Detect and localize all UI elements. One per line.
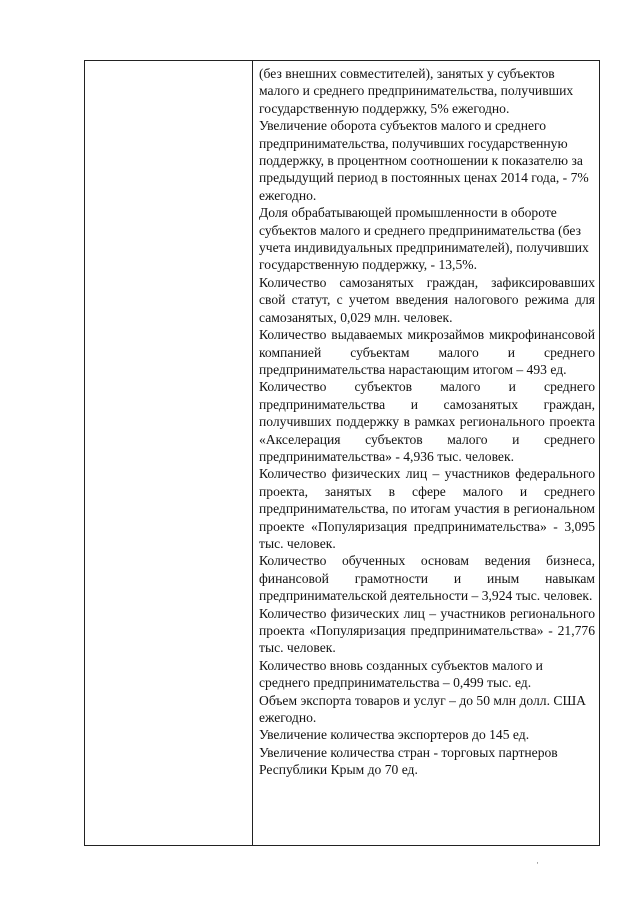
paragraph-employees-support: (без внешних совместителей), занятых у субъектов малого и среднего предпринимательства, получивших государственную поддержку, 5% ежегодно. — [259, 66, 574, 116]
paragraph-new-entities: Количество вновь созданных субъектов малого и среднего предпринимательства – 0,499 тыс. ед. — [259, 657, 543, 691]
table-left-cell — [85, 61, 253, 845]
paragraph-microloans: Количество выдаваемых микрозаймов микрофинансовой компанией субъектам малого и среднего предпринимательства нарастающим итогом – 493 ед. — [259, 327, 595, 377]
paragraph-trained: Количество обученных основам ведения бизнеса, финансовой грамотности и иным навыкам предпринимательской деятельности – 3,924 тыс. человек. — [259, 553, 595, 604]
paragraph-acceleration: Количество субъектов малого и среднего предпринимательства и самозанятых граждан, получивших поддержку в рамках регионального проекта «Акселерация субъектов малого и среднего предпринимательства» - 4,936 тыс. человек. — [259, 379, 595, 464]
paragraph-exporters: Увеличение количества экспортеров до 145 ед. — [259, 727, 530, 743]
paragraph-trade-partners: Увеличение количества стран - торговых партнеров Республики Крым до 70 ед. — [259, 744, 558, 778]
scan-mark: · — [536, 858, 539, 868]
paragraph-manufacturing-share: Доля обрабатывающей промышленности в обороте субъектов малого и среднего предпринимательства (без учета индивидуальных предпринимателей), получивших государственную поддержку, - 13,5%. — [259, 205, 589, 273]
table-right-cell — [253, 61, 601, 845]
paragraph-turnover-growth: Увеличение оборота субъектов малого и среднего предпринимательства, получивших государственную поддержку, в процентном соотношении к показателю за предыдущий период в постоянных ценах 2014 года, - 7% ежегодно. — [259, 118, 589, 203]
document-table — [84, 60, 600, 846]
paragraph-federal-participants: Количество физических лиц – участников федерального проекта, занятых в сфере малого и среднего предпринимательства, по итогам участия в региональном проекте «Популяризация предпринимательства» - 3,095 тыс. человек. — [259, 466, 595, 551]
paragraph-export-volume: Объем экспорта товаров и услуг – до 50 млн долл. США ежегодно. — [259, 692, 586, 726]
paragraph-self-employed: Количество самозанятых граждан, зафиксировавших свой статут, с учетом введения налогового режима для самозанятых, 0,029 млн. человек. — [259, 274, 595, 325]
paragraph-regional-participants: Количество физических лиц – участников регионального проекта «Популяризация предпринимательства» - 21,776 тыс. человек. — [259, 605, 595, 656]
